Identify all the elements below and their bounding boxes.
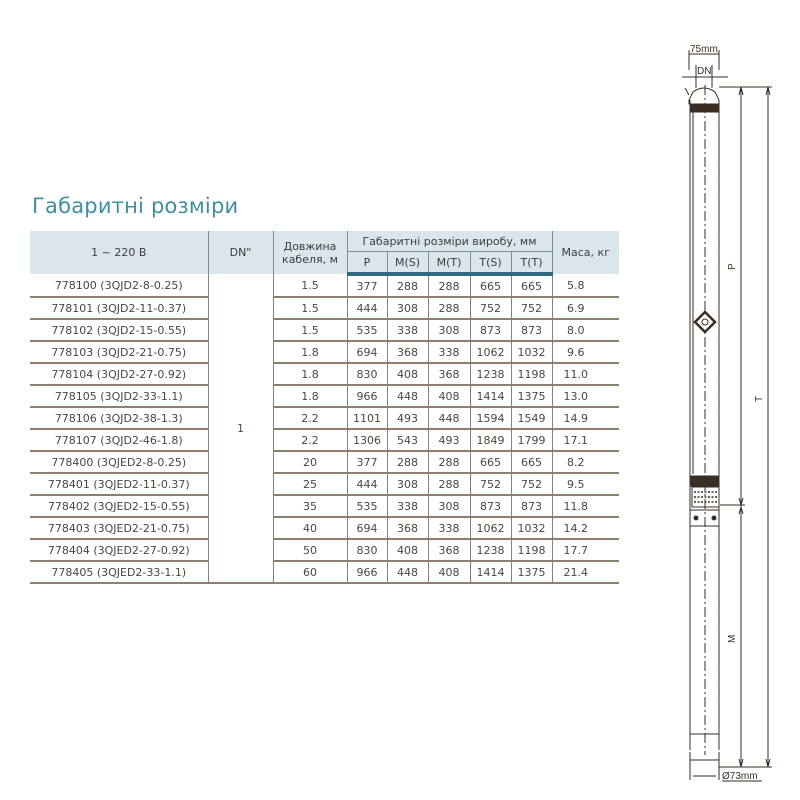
cable-length-cell: 40	[273, 517, 347, 539]
dim-ms-cell: 543	[387, 429, 428, 451]
dimensions-table	[30, 231, 619, 584]
header-mt: M(T)	[428, 252, 470, 275]
model-cell: 778101 (3QJD2-11-0.37)	[30, 297, 208, 319]
cable-length-cell: 2.2	[273, 407, 347, 429]
dim-tt-cell: 665	[511, 451, 552, 473]
dn-cell: 1	[208, 274, 273, 583]
dim-mt-cell: 408	[428, 385, 470, 407]
dim-ts-cell: 1414	[470, 385, 511, 407]
mass-cell: 6.9	[552, 297, 619, 319]
header-dn: DN"	[208, 231, 273, 274]
dim-tt-cell: 873	[511, 319, 552, 341]
mass-cell: 14.2	[552, 517, 619, 539]
dim-ts-cell: 1062	[470, 341, 511, 363]
table-row	[30, 539, 619, 561]
dim-tt-cell: 1375	[511, 561, 552, 583]
dim-ms-cell: 288	[387, 274, 428, 297]
mass-cell: 8.2	[552, 451, 619, 473]
dim-ms-cell: 408	[387, 363, 428, 385]
mass-cell: 13.0	[552, 385, 619, 407]
p-label: P	[727, 263, 738, 270]
table-row	[30, 274, 619, 297]
header-cable-line2: кабеля, м	[282, 252, 338, 266]
dim-tt-cell: 752	[511, 473, 552, 495]
dim-ts-cell: 1238	[470, 539, 511, 561]
header-ts: T(S)	[470, 252, 511, 275]
dim-p-cell: 1306	[347, 429, 387, 451]
dim-ms-cell: 308	[387, 297, 428, 319]
dim-tt-cell: 1799	[511, 429, 552, 451]
model-cell: 778403 (3QJED2-21-0.75)	[30, 517, 208, 539]
dim-tt-cell: 1032	[511, 341, 552, 363]
model-cell: 778104 (3QJD2-27-0.92)	[30, 363, 208, 385]
mass-cell: 17.1	[552, 429, 619, 451]
dim-p-cell: 830	[347, 363, 387, 385]
t-label: T	[754, 395, 765, 402]
mass-cell: 9.5	[552, 473, 619, 495]
dim-p-cell: 535	[347, 495, 387, 517]
table-row	[30, 297, 619, 319]
cable-length-cell: 35	[273, 495, 347, 517]
section-title: Габаритні розміри	[32, 194, 239, 218]
dim-tt-cell: 1032	[511, 517, 552, 539]
model-cell: 778404 (3QJED2-27-0.92)	[30, 539, 208, 561]
mass-cell: 21.4	[552, 561, 619, 583]
dim-mt-cell: 368	[428, 539, 470, 561]
header-cable-line1: Довжина	[283, 239, 337, 253]
dim-p-cell: 966	[347, 561, 387, 583]
dim-p-cell: 377	[347, 274, 387, 297]
dim-p-cell: 694	[347, 517, 387, 539]
dim-ms-cell: 493	[387, 407, 428, 429]
dim-ts-cell: 1062	[470, 517, 511, 539]
model-cell: 778402 (3QJED2-15-0.55)	[30, 495, 208, 517]
model-cell: 778100 (3QJD2-8-0.25)	[30, 274, 208, 297]
header-cable	[273, 231, 347, 274]
dim-mt-cell: 368	[428, 363, 470, 385]
cable-length-cell: 20	[273, 451, 347, 473]
dim-mt-cell: 493	[428, 429, 470, 451]
dim-ts-cell: 1414	[470, 561, 511, 583]
dim-mt-cell: 288	[428, 473, 470, 495]
cable-length-cell: 1.5	[273, 274, 347, 297]
mass-cell: 14.9	[552, 407, 619, 429]
dim-ms-cell: 408	[387, 539, 428, 561]
table-row	[30, 385, 619, 407]
dim-ms-cell: 368	[387, 341, 428, 363]
table-row	[30, 517, 619, 539]
dim-ms-cell: 368	[387, 517, 428, 539]
dim-ts-cell: 1849	[470, 429, 511, 451]
mass-cell: 8.0	[552, 319, 619, 341]
mass-cell: 17.7	[552, 539, 619, 561]
table-row	[30, 429, 619, 451]
header-model: 1 ~ 220 В	[30, 231, 208, 274]
dim-p-cell: 1101	[347, 407, 387, 429]
dim-tt-cell: 1375	[511, 385, 552, 407]
mass-cell: 11.0	[552, 363, 619, 385]
mass-cell: 11.8	[552, 495, 619, 517]
diameter-label: Ø73mm	[722, 771, 758, 782]
header-p: P	[347, 252, 387, 275]
dim-p-cell: 444	[347, 473, 387, 495]
cable-length-cell: 1.5	[273, 319, 347, 341]
dim-tt-cell: 1198	[511, 363, 552, 385]
dim-mt-cell: 308	[428, 495, 470, 517]
dim-tt-cell: 873	[511, 495, 552, 517]
dim-p-cell: 966	[347, 385, 387, 407]
dn-label: DN	[697, 66, 712, 77]
cable-length-cell: 1.8	[273, 363, 347, 385]
dim-tt-cell: 1549	[511, 407, 552, 429]
dim-ts-cell: 1594	[470, 407, 511, 429]
model-cell: 778106 (3QJD2-38-1.3)	[30, 407, 208, 429]
mass-cell: 9.6	[552, 341, 619, 363]
model-cell: 778405 (3QJED2-33-1.1)	[30, 561, 208, 583]
cable-length-cell: 50	[273, 539, 347, 561]
table-row	[30, 561, 619, 583]
dim-ts-cell: 752	[470, 297, 511, 319]
dim-tt-cell: 1198	[511, 539, 552, 561]
dim-mt-cell: 308	[428, 319, 470, 341]
dim-ms-cell: 308	[387, 473, 428, 495]
model-cell: 778103 (3QJD2-21-0.75)	[30, 341, 208, 363]
table-row	[30, 363, 619, 385]
cable-length-cell: 1.8	[273, 385, 347, 407]
table-row	[30, 341, 619, 363]
dim-p-cell: 694	[347, 341, 387, 363]
pump-dimension-drawing	[640, 40, 790, 782]
dim-ms-cell: 338	[387, 319, 428, 341]
dim-mt-cell: 288	[428, 297, 470, 319]
cable-length-cell: 2.2	[273, 429, 347, 451]
dim-p-cell: 377	[347, 451, 387, 473]
dim-mt-cell: 448	[428, 407, 470, 429]
cable-length-cell: 25	[273, 473, 347, 495]
model-cell: 778400 (3QJED2-8-0.25)	[30, 451, 208, 473]
model-cell: 778102 (3QJD2-15-0.55)	[30, 319, 208, 341]
header-mass: Маса, кг	[552, 231, 619, 274]
dim-mt-cell: 408	[428, 561, 470, 583]
dim-mt-cell: 338	[428, 517, 470, 539]
table-row	[30, 407, 619, 429]
dim-p-cell: 444	[347, 297, 387, 319]
m-label: M	[727, 634, 738, 643]
mass-cell: 5.8	[552, 274, 619, 297]
cable-length-cell: 1.5	[273, 297, 347, 319]
header-ms: M(S)	[387, 252, 428, 275]
table-row	[30, 495, 619, 517]
model-cell: 778105 (3QJD2-33-1.1)	[30, 385, 208, 407]
dim-p-cell: 830	[347, 539, 387, 561]
dim-ms-cell: 448	[387, 385, 428, 407]
table-row	[30, 473, 619, 495]
model-cell: 778107 (3QJD2-46-1.8)	[30, 429, 208, 451]
dim-ts-cell: 873	[470, 319, 511, 341]
dim-tt-cell: 665	[511, 274, 552, 297]
cable-length-cell: 1.8	[273, 341, 347, 363]
model-cell: 778401 (3QJED2-11-0.37)	[30, 473, 208, 495]
dim-ts-cell: 1238	[470, 363, 511, 385]
dim-tt-cell: 752	[511, 297, 552, 319]
top-width-label: 75mm	[690, 44, 718, 55]
dim-ts-cell: 752	[470, 473, 511, 495]
header-tt: T(T)	[511, 252, 552, 275]
dim-ms-cell: 288	[387, 451, 428, 473]
dim-p-cell: 535	[347, 319, 387, 341]
dim-mt-cell: 338	[428, 341, 470, 363]
cable-length-cell: 60	[273, 561, 347, 583]
table-row	[30, 451, 619, 473]
dim-ts-cell: 665	[470, 274, 511, 297]
dim-mt-cell: 288	[428, 451, 470, 473]
dim-mt-cell: 288	[428, 274, 470, 297]
table-row	[30, 319, 619, 341]
header-dims-group: Габаритні розміри виробу, мм	[347, 231, 552, 252]
dim-ms-cell: 338	[387, 495, 428, 517]
dim-ts-cell: 665	[470, 451, 511, 473]
dim-ms-cell: 448	[387, 561, 428, 583]
dim-ts-cell: 873	[470, 495, 511, 517]
